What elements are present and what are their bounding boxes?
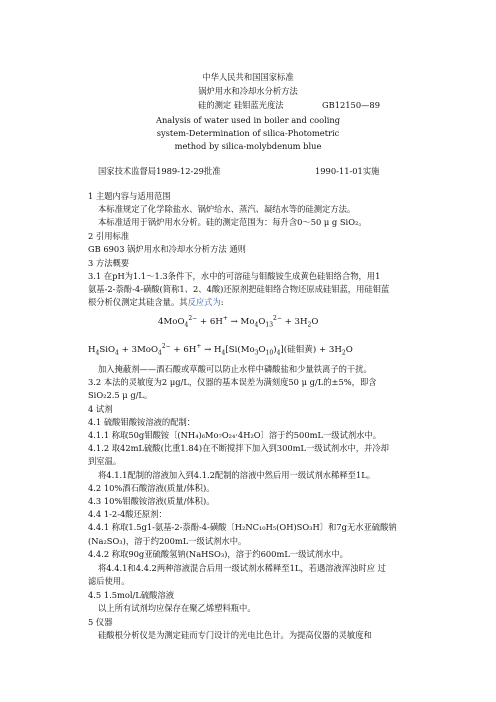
section-3-2-line-b: SiO₂2.5 μ g/L。 — [88, 390, 153, 400]
section-3-1-line-a: 3.1 在pH为1.1～1.3条件下，水中的可溶硅与钼酸铵生成黄色硅钼络合物，用1 — [88, 271, 381, 281]
masking-agent-note: 加入掩蔽剂——酒石酸或草酸可以防止水样中磷酸盐和少量铁离子的干扰。 — [98, 364, 372, 374]
english-title-line-3: method by silica-molybdenum blue — [174, 141, 322, 151]
section-3-1-line-c — [88, 297, 224, 308]
english-title-line-2: system-Determination of silica-Photometric — [156, 128, 340, 138]
section-5-title: 5 仪器 — [88, 617, 113, 627]
english-title-line-1: Analysis of water used in boiler and cooling — [155, 115, 341, 125]
standard-country-title: 中华人民共和国国家标准 — [202, 72, 294, 82]
reaction-link[interactable]: 反应式为 — [187, 297, 221, 307]
section-5-para-1: 硅酸根分析仪是为测定硅而专门设计的光电比色计。为提高仪器的灵敏度和 — [98, 630, 372, 640]
item-4-4-1-line-a: 4.4.1 称取1.5g1-氨基-2-萘酚-4-磺酸〔H₂NC₁₀H₅(OH)SO₃H〕和7g无水亚硫酸钠 — [88, 522, 397, 532]
standard-subject-title: 锅炉用水和冷却水分析方法 — [198, 86, 298, 96]
section-3-1-colon: : — [220, 297, 224, 307]
effective-date: 1990-11-01实施 — [315, 166, 380, 176]
section-1-para-2: 本标准适用于锅炉用水分析。硅的测定范围为：每升含0～50 μ g SiO₂。 — [98, 217, 367, 227]
item-4-2: 4.2 10%酒石酸溶液(质量/体积)。 — [88, 483, 215, 493]
reaction-equation-2: $H_4SiO_4 + 3MoO_4^{2-} + 6H^+ \to H_4[Si(Mo_3O_{10})_4]$(硅钼黄) + $3H_2O$ — [88, 343, 353, 357]
item-4-1-3: 将4.1.1配制的溶液加入到4.1.2配制的溶液中然后用一级试剂水稀释至1L。 — [98, 470, 376, 480]
section-4-title: 4 试剂 — [88, 404, 113, 414]
item-4-4-2: 4.4.2 称取90g亚硫酸氢钠(NaHSO₃)，溶于约600mL一级试剂水中。 — [88, 549, 348, 559]
item-4-1-2-line-a: 4.1.2 取42mL硫酸(比重1.84)在不断搅拌下加入到300mL一级试剂水中，并冷却 — [88, 443, 389, 453]
section-1-title: 1 主题内容与适用范围 — [88, 191, 171, 201]
equation-2-tail: (硅钼黄) + 3H — [283, 345, 342, 355]
section-2-title: 2 引用标准 — [88, 231, 130, 241]
standard-number: GB12150—89 — [322, 100, 380, 110]
standard-method-title: 硅的测定 硅钼蓝光度法 — [198, 100, 284, 110]
item-4-1-2-line-b: 到室温。 — [88, 456, 122, 466]
item-4-3: 4.3 10%钼酸铵溶液(质量/体积)。 — [88, 496, 215, 506]
reagent-storage-note: 以上所有试剂均应保存在聚乙烯塑料瓶中。 — [98, 603, 256, 613]
section-3-2-line-a: 3.2 本法的灵敏度为2 μg/L，仪器的基本误差为满刻度50 μ g/L的±5%，即含 — [88, 377, 377, 387]
section-3-1-line-b: 氨基-2-萘酚-4-磺酸(简称1、2、4酸)还原剂把硅钼络合物还原成硅钼蓝，用硅钼蓝 — [88, 284, 390, 294]
section-2-para-1: GB 6903 锅炉用水和冷却水分析方法 通则 — [88, 244, 246, 254]
section-3-1-text: 根分析仪测定其硅含量。其 — [88, 297, 188, 307]
section-3-title: 3 方法概要 — [88, 258, 130, 268]
item-4-1: 4.1 硫酸钼酸铵溶液的配制： — [88, 417, 196, 427]
section-1-para-1: 本标准规定了化学除盐水、锅炉给水、蒸汽、凝结水等的硅测定方法。 — [98, 204, 356, 214]
item-4-4-3-line-a: 将4.4.1和4.4.2两种溶液混合后用一级试剂水稀释至1L，若遇溶液浑浊时应 过 — [98, 563, 386, 573]
item-4-4: 4.4 1-2-4酸还原剂： — [88, 509, 167, 519]
item-4-1-1: 4.1.1 称取50g钼酸铵〔(NH₄)₆Mo₇O₂₄·4H₂O〕溶于约500mL一级试剂水中。 — [88, 430, 382, 440]
item-4-4-1-line-b: (Na₂SO₃)，溶于约200mL一级试剂水中。 — [88, 536, 247, 546]
item-4-5: 4.5 1.5mol/L硫酸溶液 — [88, 590, 175, 600]
reaction-equation-1: $4MoO_4^{2-} + 6H^+ \to Mo_4O_{13}^{2-} + 3H_2O$ — [158, 315, 319, 329]
approval-date: 国家技术监督局1989-12-29批准 — [98, 166, 221, 176]
item-4-4-3-line-b: 滤后使用。 — [88, 576, 130, 586]
